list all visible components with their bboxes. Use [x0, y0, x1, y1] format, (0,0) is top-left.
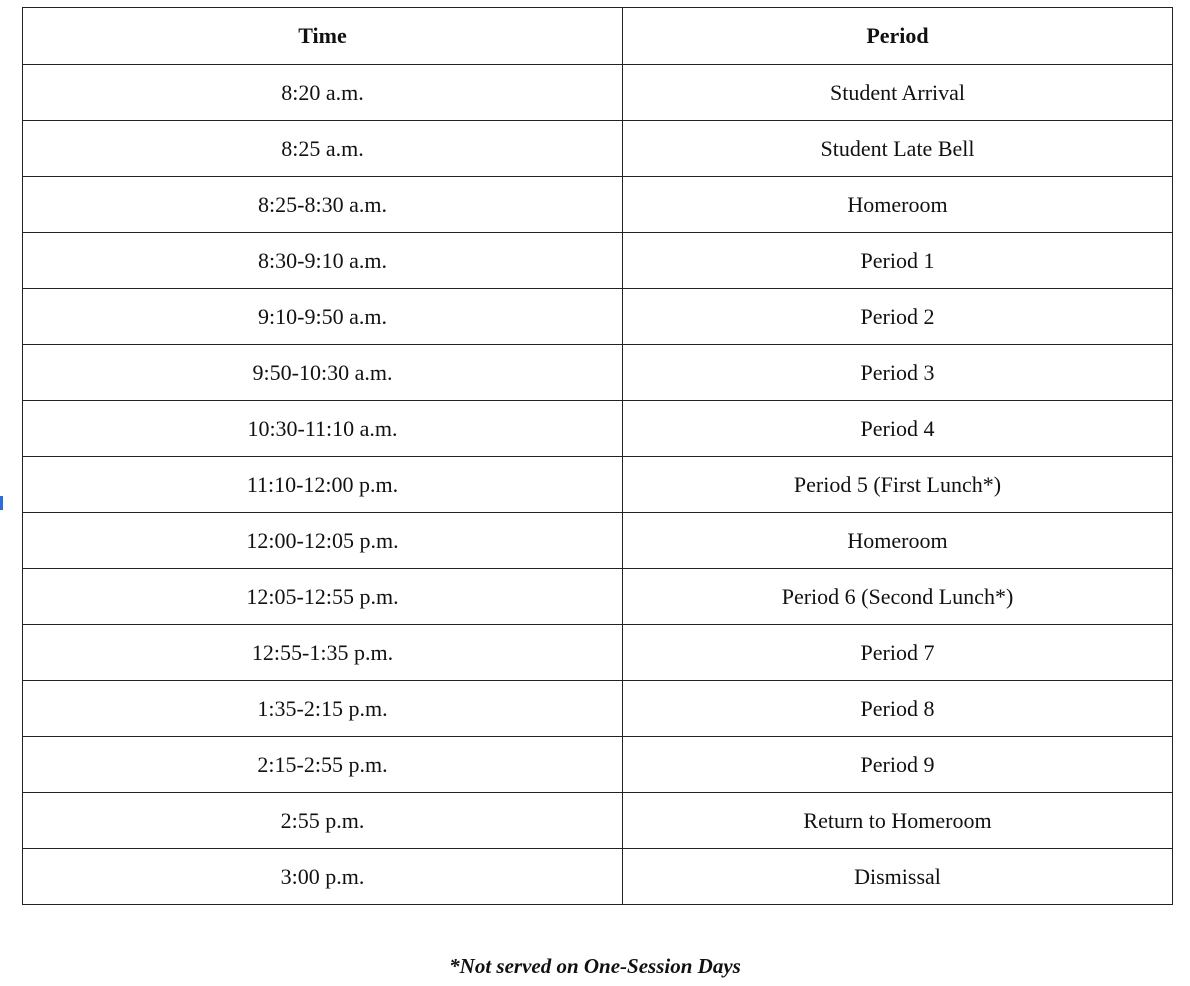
table-row — [23, 121, 1173, 177]
time-cell: 8:25 a.m. — [23, 121, 623, 177]
text-cursor-marker — [0, 496, 3, 510]
period-cell: Period 8 — [623, 681, 1173, 737]
table-row — [23, 681, 1173, 737]
time-cell: 12:05-12:55 p.m. — [23, 569, 623, 625]
table-row — [23, 737, 1173, 793]
table-row — [23, 233, 1173, 289]
period-cell: Dismissal — [623, 849, 1173, 905]
table-row — [23, 457, 1173, 513]
time-cell: 10:30-11:10 a.m. — [23, 401, 623, 457]
period-cell: Period 3 — [623, 345, 1173, 401]
table-row — [23, 65, 1173, 121]
table-header-row — [23, 8, 1173, 65]
period-cell: Period 7 — [623, 625, 1173, 681]
time-cell: 9:10-9:50 a.m. — [23, 289, 623, 345]
period-cell: Homeroom — [623, 177, 1173, 233]
time-cell: 3:00 p.m. — [23, 849, 623, 905]
bell-schedule-table — [22, 7, 1173, 905]
time-cell: 11:10-12:00 p.m. — [23, 457, 623, 513]
table-row — [23, 793, 1173, 849]
time-cell: 8:25-8:30 a.m. — [23, 177, 623, 233]
period-cell: Student Arrival — [623, 65, 1173, 121]
period-cell: Period 2 — [623, 289, 1173, 345]
footnote: *Not served on One-Session Days — [449, 954, 741, 978]
table-row — [23, 849, 1173, 905]
table-row — [23, 289, 1173, 345]
table-row — [23, 401, 1173, 457]
period-cell: Student Late Bell — [623, 121, 1173, 177]
period-column-header: Period — [623, 8, 1173, 65]
period-cell: Homeroom — [623, 513, 1173, 569]
time-cell: 8:30-9:10 a.m. — [23, 233, 623, 289]
time-cell: 1:35-2:15 p.m. — [23, 681, 623, 737]
period-cell: Period 5 (First Lunch*) — [623, 457, 1173, 513]
table-row — [23, 513, 1173, 569]
time-cell: 12:55-1:35 p.m. — [23, 625, 623, 681]
table-row — [23, 569, 1173, 625]
time-cell: 2:15-2:55 p.m. — [23, 737, 623, 793]
time-cell: 12:00-12:05 p.m. — [23, 513, 623, 569]
time-column-header: Time — [23, 8, 623, 65]
period-cell: Period 9 — [623, 737, 1173, 793]
period-cell: Return to Homeroom — [623, 793, 1173, 849]
table-row — [23, 625, 1173, 681]
period-cell: Period 1 — [623, 233, 1173, 289]
time-cell: 8:20 a.m. — [23, 65, 623, 121]
table-row — [23, 345, 1173, 401]
time-cell: 2:55 p.m. — [23, 793, 623, 849]
period-cell: Period 4 — [623, 401, 1173, 457]
time-cell: 9:50-10:30 a.m. — [23, 345, 623, 401]
table-row — [23, 177, 1173, 233]
period-cell: Period 6 (Second Lunch*) — [623, 569, 1173, 625]
